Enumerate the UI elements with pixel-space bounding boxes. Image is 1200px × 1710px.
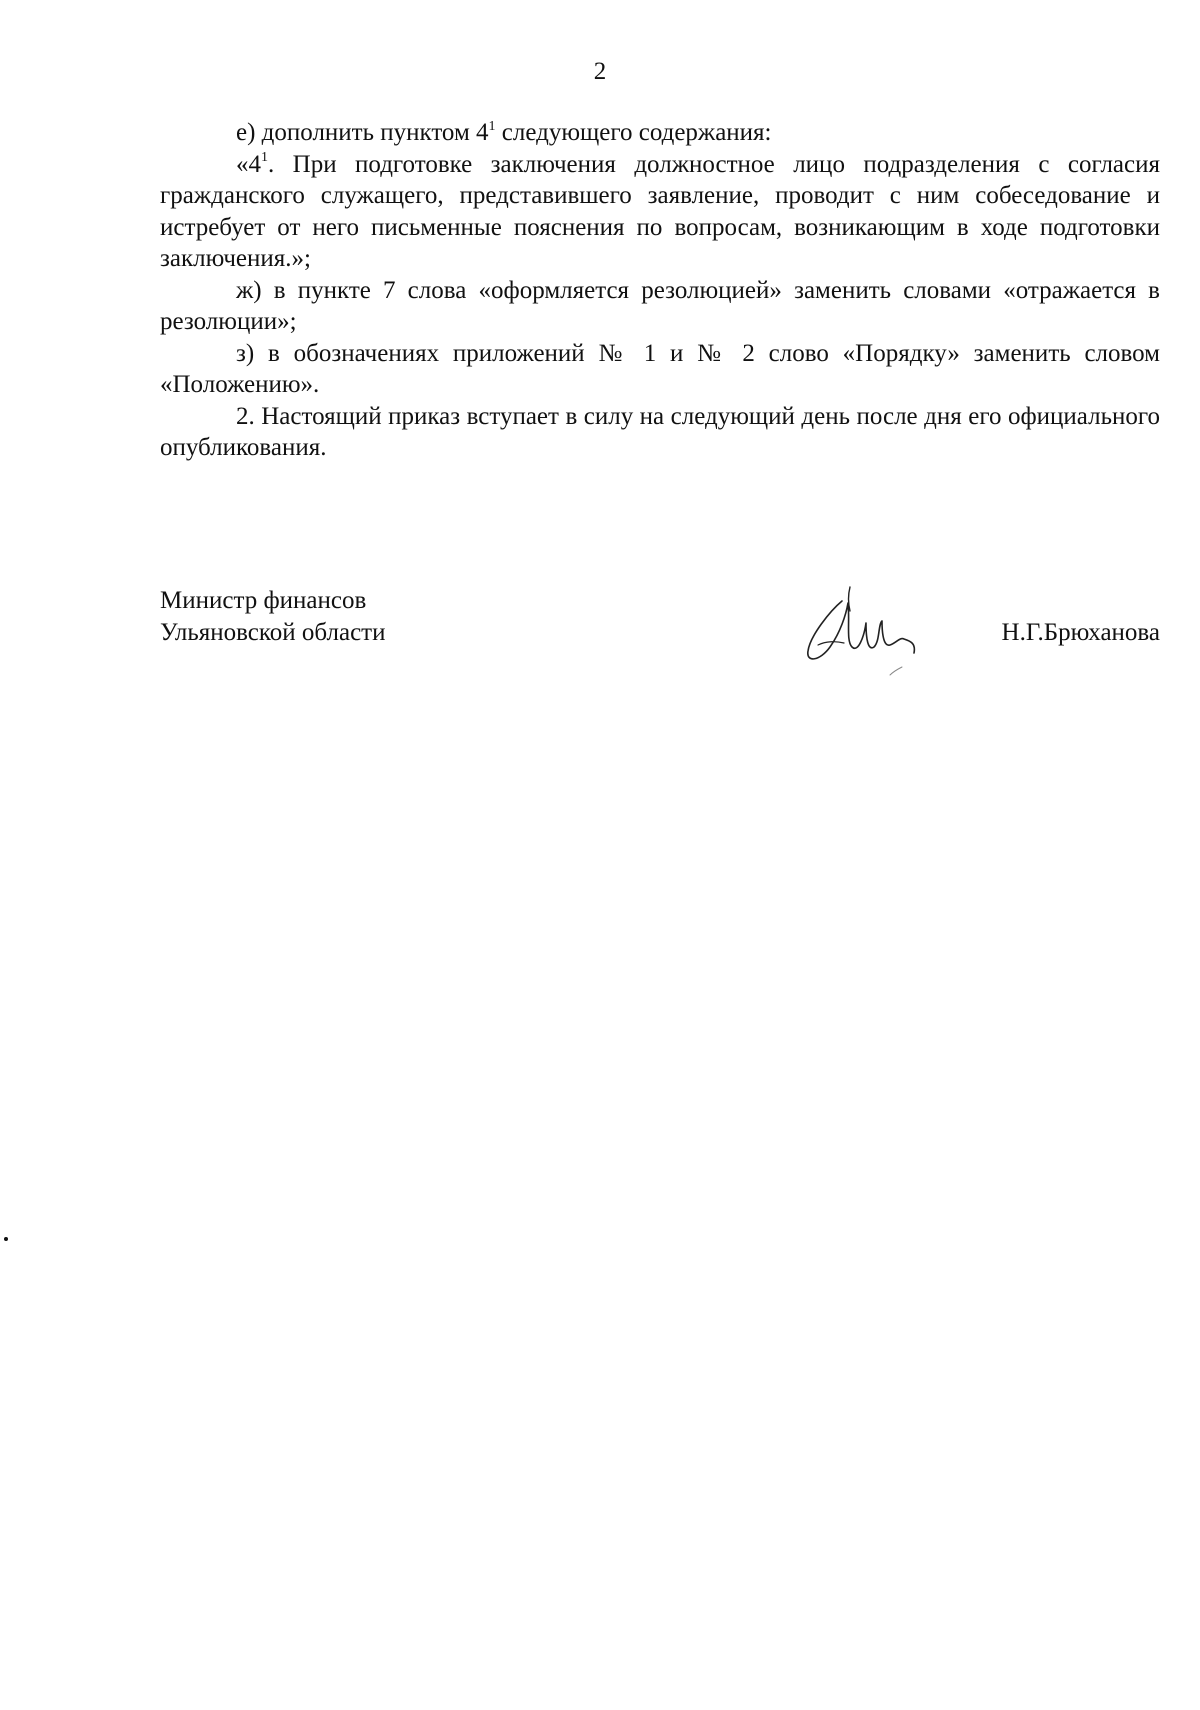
signer-title-line-2: Ульяновской области bbox=[160, 619, 386, 646]
signature-block bbox=[160, 585, 1160, 695]
page-number: 2 bbox=[593, 58, 607, 85]
document-body bbox=[160, 117, 1160, 464]
scan-speck bbox=[4, 1237, 8, 1241]
paragraph-effective-date: 2. Настоящий приказ вступает в силу на следующий день после дня его официального опубликования. bbox=[160, 402, 1160, 461]
signer-name: Н.Г.Брюханова bbox=[1001, 619, 1160, 646]
paragraph-amendment-e: е) дополнить пунктом $4^1$ следующего содержания: bbox=[236, 118, 772, 146]
handwritten-signature bbox=[790, 581, 940, 681]
paragraph-amendment-zh: ж) в пункте 7 слова «оформляется резолюцией» заменить словами «отражается в резолюции»; bbox=[160, 276, 1160, 335]
signer-title-line-1: Министр финансов bbox=[160, 587, 367, 614]
paragraph-clause-4-1: «$4^1$. При подготовке заключения должностное лицо подразделения с согласия гражданского служащего, представившего заявление, проводит с ним собеседование и истребует от него письменные пояснения по вопросам, возникающим в ходе подготовки заключения.»; bbox=[160, 150, 1160, 272]
signer-title bbox=[160, 585, 385, 649]
paragraph-amendment-z: з) в обозначениях приложений № 1 и № 2 слово «Порядку» заменить словом «Положению». bbox=[160, 339, 1160, 398]
